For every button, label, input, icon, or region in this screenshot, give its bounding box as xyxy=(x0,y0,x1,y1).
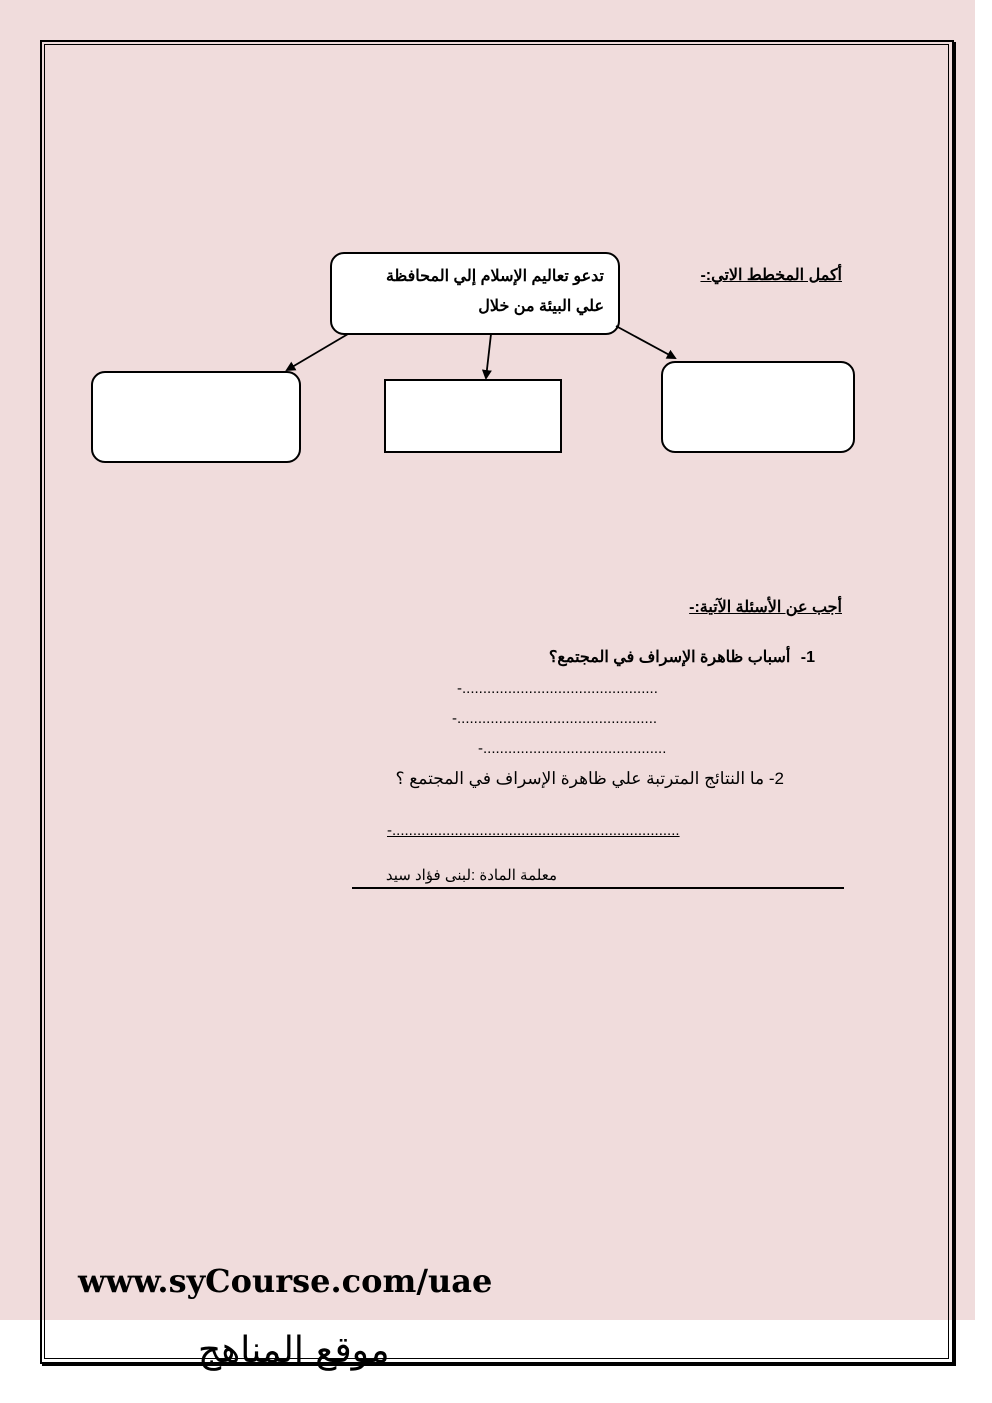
question-2: 2- ما النتائج المترتبة علي ظاهرة الإسراف في المجتمع ؟ xyxy=(395,769,784,788)
diagram-heading: أكمل المخطط الاتي:- xyxy=(700,267,842,284)
diagram-center-line-1: تدعو تعاليم الإسلام إلي المحافظة xyxy=(385,268,604,285)
diagram-center-text xyxy=(386,262,604,322)
site-name-watermark: موقع المناهج xyxy=(198,1330,390,1371)
answer-line-q2[interactable]: -..................................................................... xyxy=(387,822,680,839)
diagram-answer-box-right[interactable] xyxy=(661,361,855,453)
diagram-center-box xyxy=(330,252,620,335)
answer-line-3[interactable]: -............................................ xyxy=(478,740,667,757)
teacher-name: معلمة المادة :لبنى فؤاد سيد xyxy=(385,867,557,884)
diagram-answer-box-left[interactable] xyxy=(91,371,301,463)
answer-line-1[interactable]: -............................................... xyxy=(457,680,658,697)
diagram-center-line-2: علي البيئة من خلال xyxy=(478,298,604,315)
question-1-number: 1- xyxy=(800,649,815,666)
questions-heading: أجب عن الأسئلة الآتية:- xyxy=(689,599,842,616)
question-1-text: أسباب ظاهرة الإسراف في المجتمع؟ xyxy=(548,649,791,666)
answer-line-2[interactable]: -................................................ xyxy=(452,710,658,727)
teacher-underline xyxy=(352,887,844,889)
site-url-watermark: www.syCourse.com/uae xyxy=(78,1262,493,1300)
page-border-inner xyxy=(44,44,949,1359)
question-1 xyxy=(549,647,815,667)
diagram-answer-box-middle[interactable] xyxy=(384,379,562,453)
